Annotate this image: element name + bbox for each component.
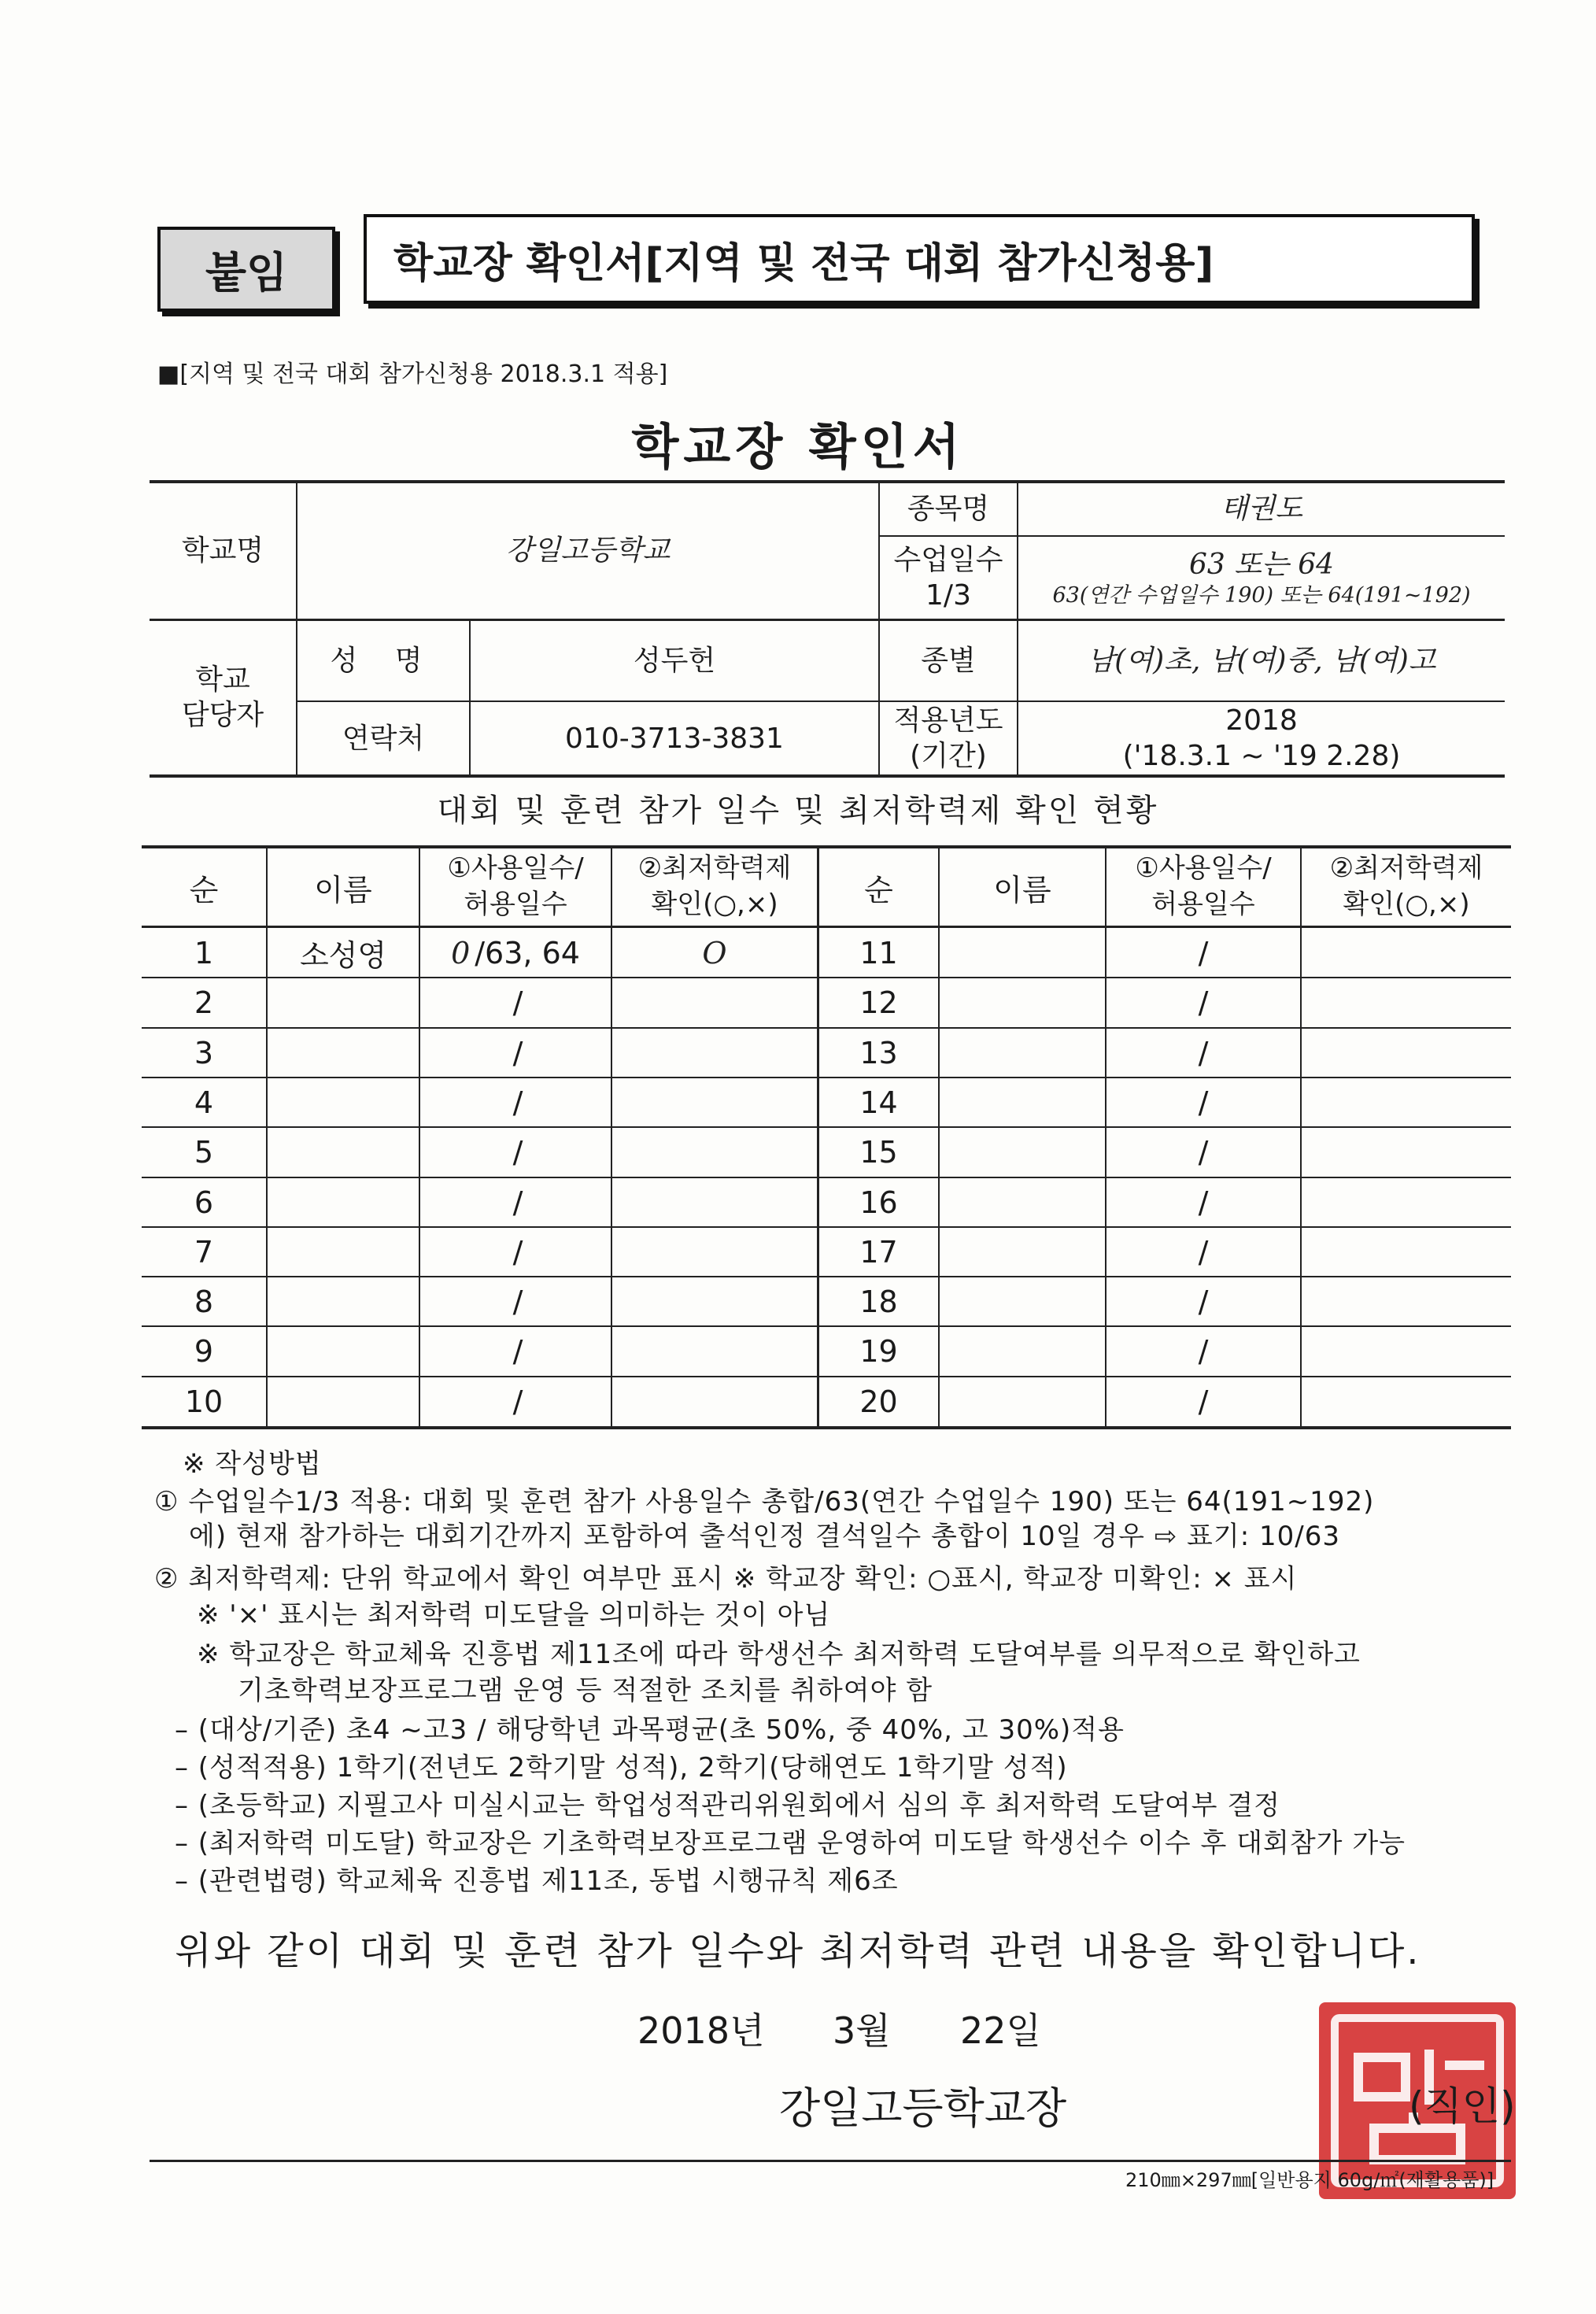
row-number: 16 [859,1185,898,1220]
note-line: 기초학력보장프로그램 운영 등 적절한 조치를 취하여야 함 [238,1675,933,1706]
date-year: 2018년 [637,2009,765,2052]
student-name [940,1326,1105,1376]
student-name [268,1326,419,1376]
paper-size-note: 210㎜×297㎜[일반용지 60g/㎡(재활용품)] [1125,2169,1494,2191]
row-number: 9 [194,1333,214,1369]
manager-label: 학교 담당자 [181,664,264,731]
days-used-cell [420,928,611,978]
days-allowed-value: / [512,1134,523,1170]
student-name: 소성영 [299,938,387,973]
student-name [940,1078,1105,1127]
days-used-cell [420,1078,611,1127]
min-achievement-check [1302,1078,1511,1127]
student-name [940,978,1105,1027]
row-number: 20 [859,1384,898,1419]
min-achievement-check [612,1326,817,1376]
days-used-cell [420,1177,611,1227]
days-allowed-value: / [1198,1085,1209,1120]
note-line: – (관련법령) 학교체육 진흥법 제11조, 동법 시행규칙 제6조 [175,1865,899,1897]
col-header-no-right: 순 [864,872,893,907]
principal-name: 강일고등학교장 [779,2083,1067,2133]
min-achievement-check [1302,1227,1511,1277]
note-line: – (성적적용) 1학기(전년도 2학기말 성적), 2학기(당해연도 1학기말 성적) [175,1752,1068,1784]
min-achievement-check [612,1377,817,1426]
row-number: 13 [859,1035,898,1070]
year-value: 2018 ('18.3.1 ~ '19 2.28) [1122,704,1401,772]
col-header-days-right: ①사용일수/ 허용일수 [1135,852,1272,920]
days-used-cell [420,1377,611,1426]
note-line: ※ '×' 표시는 최저학력 미도달을 의미하는 것이 아님 [197,1599,831,1631]
confirmation-statement: 위와 같이 대회 및 훈련 참가 일수와 최저학력 관련 내용을 확인합니다. [175,1929,1421,1973]
student-name [940,1127,1105,1177]
days-allowed-value: / [512,1085,523,1120]
min-achievement-check [612,978,817,1027]
min-achievement-check: O [702,935,727,970]
col-header-name-right: 이름 [993,872,1051,907]
min-achievement-check [1302,1326,1511,1376]
student-name [268,1177,419,1227]
name-value: 성두헌 [633,644,716,677]
days-allowed-value: / [512,1284,523,1319]
gender-label: 종별 [921,644,976,677]
min-achievement-check [1302,1377,1511,1426]
row-number: 3 [194,1035,214,1070]
name-label: 성 명 [330,644,437,677]
days-allowed-value: / [1198,1384,1209,1419]
year-label: 적용년도 (기간) [893,704,1003,772]
row-number: 11 [859,935,898,970]
school-label: 학교명 [181,534,264,567]
note-line: – (초등학교) 지필고사 미실시교는 학업성적관리위원회에서 심의 후 최저학력 도달여부 결정 [175,1790,1281,1821]
days-allowed-value: / [1198,1134,1209,1170]
student-name [940,1377,1105,1426]
days-allowed-value: / [1198,1333,1209,1369]
min-achievement-check [612,1277,817,1326]
min-achievement-check [612,1127,817,1177]
days-used-cell [420,1277,611,1326]
student-name [940,928,1105,978]
days-allowed-value: / [512,1384,523,1419]
row-number: 17 [859,1234,898,1270]
document-banner: 학교장 확인서[지역 및 전국 대회 참가신청용] [364,214,1475,304]
row-number: 8 [194,1284,214,1319]
student-name [268,1227,419,1277]
row-number: 7 [194,1234,214,1270]
days-used-cell [420,1127,611,1177]
row-number: 10 [184,1384,224,1419]
min-achievement-check [612,1227,817,1277]
class-days-label: 수업일수 1/3 [893,544,1003,612]
student-name [940,1277,1105,1326]
subheader: ■[지역 및 전국 대회 참가신청용 2018.3.1 적용] [157,360,668,388]
student-name [268,1377,419,1426]
row-number: 19 [859,1333,898,1369]
days-allowed-value: / [1198,1234,1209,1270]
days-used-cell [420,1028,611,1078]
days-allowed-value: / [1198,1185,1209,1220]
row-number: 6 [194,1185,214,1220]
min-achievement-check [1302,928,1511,978]
row-number: 1 [194,935,214,970]
days-used-cell [420,1326,611,1376]
note-line: ※ 학교장은 학교체육 진흥법 제11조에 따라 학생선수 최저학력 도달여부를 의무적으로 확인하고 [197,1639,1361,1670]
days-allowed-value: / [1198,935,1209,970]
days-allowed-value: / [512,1185,523,1220]
school-value: 강일고등학교 [505,534,671,567]
event-value: 태권도 [1220,492,1303,525]
row-number: 2 [194,985,214,1020]
contact-value: 010-3713-3831 [565,722,784,755]
seal-label: (직인) [1409,2083,1516,2129]
col-header-min: ②최저학력제 확인(○,×) [637,852,792,920]
attachment-badge: 붙임 [157,227,335,312]
student-name [268,978,419,1027]
days-allowed-value: / [1198,1284,1209,1319]
days-allowed-value: /63, 64 [475,935,580,970]
days-allowed-value: / [512,1333,523,1369]
row-number: 18 [859,1284,898,1319]
row-number: 15 [859,1134,898,1170]
min-achievement-check [612,1028,817,1078]
days-allowed-value: / [1198,985,1209,1020]
note-line: ※ 작성방법 [183,1448,322,1480]
event-label: 종목명 [907,492,990,525]
row-number: 14 [859,1085,898,1120]
student-name [940,1227,1105,1277]
min-achievement-check [1302,1127,1511,1177]
days-used-cell [420,1227,611,1277]
student-name [268,1078,419,1127]
min-achievement-check [612,1177,817,1227]
student-name [268,1277,419,1326]
row-number: 4 [194,1085,214,1120]
min-achievement-check [612,1078,817,1127]
gender-value: 남(여)초, 남(여)중, 남(여)고 [1087,644,1436,677]
note-line: 에) 현재 참가하는 대회기간까지 포함하여 출석인정 결석일수 총합이 10일 경우 ⇨ 표기: 10/63 [189,1521,1340,1552]
min-achievement-check [1302,1028,1511,1078]
note-line: – (최저학력 미도달) 학교장은 기초학력보장프로그램 운영하여 미도달 학생선수 이수 후 대회참가 가능 [175,1828,1406,1859]
days-allowed-value: / [512,1234,523,1270]
student-name [268,1028,419,1078]
col-header-no: 순 [189,872,219,907]
days-used-cell [420,978,611,1027]
student-name [268,1127,419,1177]
student-name [940,1028,1105,1078]
row-number: 12 [859,985,898,1020]
col-header-name: 이름 [314,872,372,907]
days-allowed-value: / [1198,1035,1209,1070]
note-line: ② 최저학력제: 단위 학교에서 확인 여부만 표시 ※ 학교장 확인: ○표시, 학교장 미확인: × 표시 [154,1563,1298,1595]
col-header-min-right: ②최저학력제 확인(○,×) [1329,852,1483,920]
days-allowed-value: / [512,985,523,1020]
date-month: 3월 [833,2009,891,2052]
date-day: 22일 [960,2009,1041,2052]
min-achievement-check [1302,1277,1511,1326]
student-name [940,1177,1105,1227]
note-line: ① 수업일수1/3 적용: 대회 및 훈련 참가 사용일수 총합/63(연간 수업일수 190) 또는 64(191~192) [154,1486,1375,1517]
page-title: 학교장 확인서 [631,418,965,475]
col-header-days: ①사용일수/ 허용일수 [447,852,584,920]
min-achievement-check [1302,978,1511,1027]
note-line: – (대상/기준) 초4 ~고3 / 해당학년 과목평균(초 50%, 중 40%, 고 30%)적용 [175,1714,1125,1746]
days-used-value: 0 [451,935,471,970]
status-title: 대회 및 훈련 참가 일수 및 최저학력제 확인 현황 [437,793,1159,829]
contact-label: 연락처 [342,722,425,755]
class-days-value: 63 또는 64 63(연간 수업일수 190) 또는 64(191~192) [1052,548,1471,608]
min-achievement-check [1302,1177,1511,1227]
days-allowed-value: / [512,1035,523,1070]
row-number: 5 [194,1134,214,1170]
